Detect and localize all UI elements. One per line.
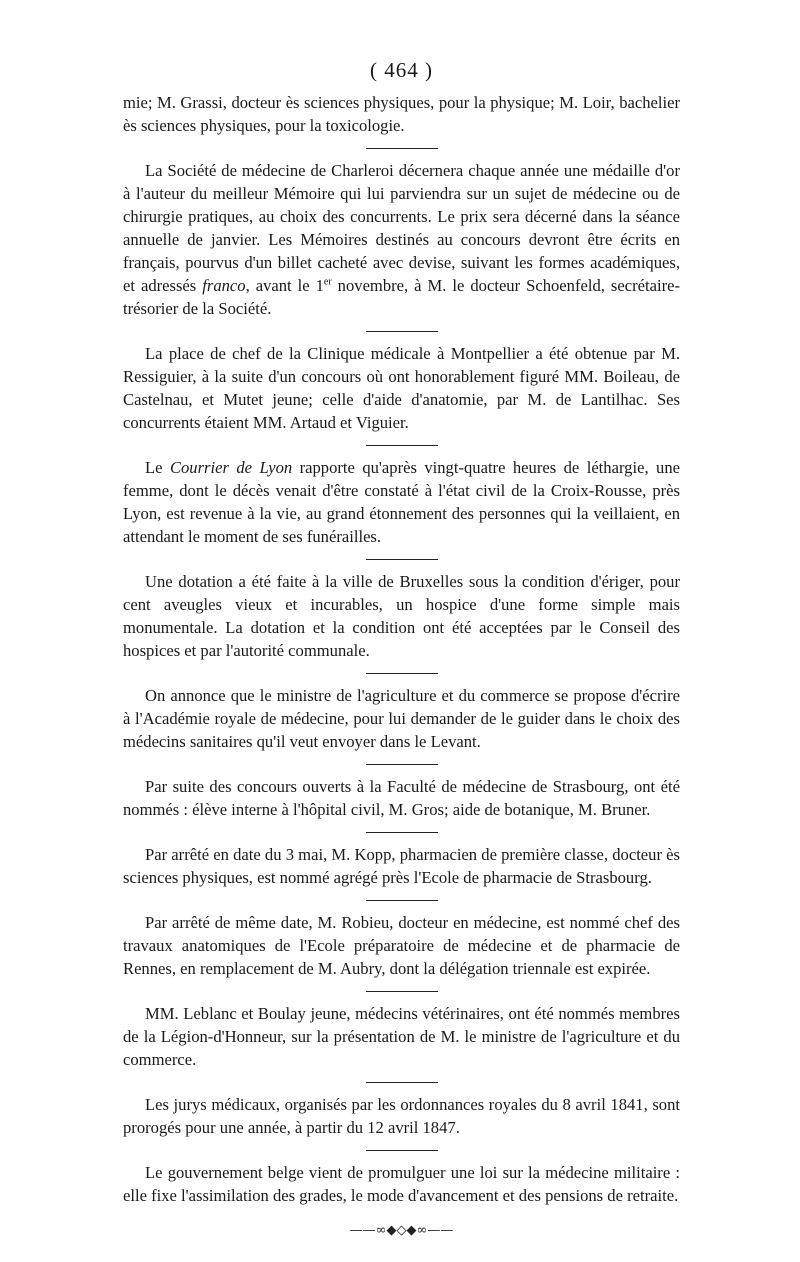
separator-rule [366,559,438,560]
paragraph-medical-juries: Les jurys médicaux, organisés par les ordonnances royales du 8 avril 1841, sont prorogés pour une année, à partir du 12 avril 1847. [123,1095,680,1137]
paragraph-belgian-military-medicine: Le gouvernement belge vient de promulguer une loi sur la médecine militaire : elle fixe l'assimilation des grades, le mode d'avancement et des pensions de retraite. [123,1163,680,1205]
separator-rule [366,900,438,901]
paragraph-strasbourg-concours: Par suite des concours ouverts à la Faculté de médecine de Strasbourg, ont été nommés : élève interne à l'hôpital civil, M. Gros; aide de botanique, M. Bruner. [123,777,680,819]
paragraph-levant-physicians: On annonce que le ministre de l'agriculture et du commerce se propose d'écrire à l'Académie royale de médecine, pour lui demander de le guider dans le choix des médecins sanitaires qu'il veut envoyer dans le Levant. [123,686,680,751]
separator-rule [366,832,438,833]
separator-rule [366,764,438,765]
separator-rule [366,331,438,332]
separator-rule [366,1150,438,1151]
paragraph-robieu-appointment: Par arrêté de même date, M. Robieu, docteur en médecine, est nommé chef des travaux anatomiques de l'Ecole préparatoire de médecine et de pharmacie de Rennes, en remplacement de M. Aubry, dont la délégation triennale est expirée. [123,913,680,978]
paragraph-kopp-appointment: Par arrêté en date du 3 mai, M. Kopp, pharmacien de première classe, docteur ès sciences physiques, est nommé agrégé près l'Ecole de pharmacie de Strasbourg. [123,845,680,887]
separator-rule [366,148,438,149]
opening-paragraph: mie; M. Grassi, docteur ès sciences physiques, pour la physique; M. Loir, bachelier ès sciences physiques, pour la toxicologie. [123,93,680,135]
separator-rule [366,673,438,674]
paragraph-charleroi-prize: La Société de médecine de Charleroi décernera chaque année une médaille d'or à l'auteur du meilleur Mémoire qui lui parviendra sur un sujet de médecine ou de chirurgie pratiques, au choix des concurrents. Le prix sera décerné dans la séance annuelle de janvier. Les Mémoires destinés au concours devront être écrits en français, pourvus d'un billet cacheté avec devise, suivant les formes académiques, et adressés franco, avant le 1er novembre, à M. le docteur Schoenfeld, secrétaire-trésorier de la Société. [123,161,680,318]
separator-rule [366,1082,438,1083]
paragraph-montpellier-clinic: La place de chef de la Clinique médicale à Montpellier a été obtenue par M. Ressiguier, à la suite d'un concours où ont honorablement figuré MM. Boileau, de Castelnau, et Mutet jeune; celle d'aide d'anatomie, par M. de Lantilhac. Ses concurrents étaient MM. Artaud et Viguier. [123,344,680,432]
end-ornament: ——∞◆◇◆∞—— [349,1223,454,1238]
document-page [123,58,680,1238]
page-number: ( 464 ) [370,58,433,82]
separator-rule [366,991,438,992]
separator-rule [366,445,438,446]
paragraph-brussels-hospice: Une dotation a été faite à la ville de Bruxelles sous la condition d'ériger, pour cent aveugles vieux et incurables, un hospice d'une forme simple mais monumentale. La dotation et la condition ont été acceptées par le Conseil des hospices et par l'autorité communale. [123,572,680,660]
paragraph-lyon-lethargy: Le Courrier de Lyon rapporte qu'après vingt-quatre heures de léthargie, une femme, dont le décès venait d'être constaté à l'état civil de la Croix-Rousse, près Lyon, est revenue à la vie, au grand étonnement des personnes qui la veillaient, en attendant le moment de ses funérailles. [123,458,680,546]
paragraph-legion-honneur: MM. Leblanc et Boulay jeune, médecins vétérinaires, ont été nommés membres de la Légion-d'Honneur, sur la présentation de M. le ministre de l'agriculture et du commerce. [123,1004,680,1069]
